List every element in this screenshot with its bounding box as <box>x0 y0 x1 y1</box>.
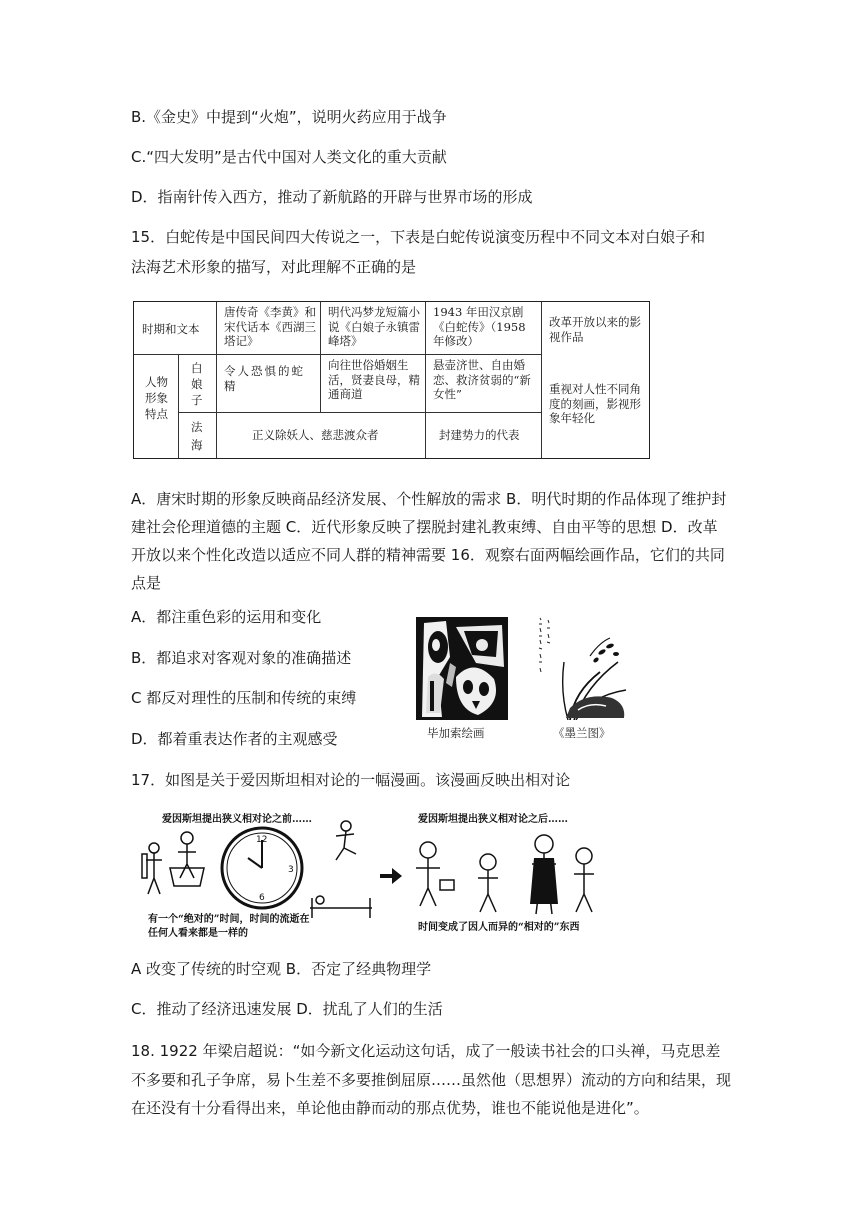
cartoon-left-caption-1: 有一个“绝对的”时间，时间的流逝在 <box>148 914 310 925</box>
q17-options-cd: C．推动了经济迅速发展 D．扰乱了人们的生活 <box>131 1000 443 1018</box>
table-row-fahai-label: 法海 <box>191 420 203 452</box>
table-cell-fahai-ancient: 正义除妖人、慈悲渡众者 <box>252 428 379 442</box>
cartoon-left-caption-2: 任何人看来都是一样的 <box>148 928 248 939</box>
q14-option-b: B.《金史》中提到“火炮”，说明火药应用于战争 <box>131 108 447 126</box>
baishe-comparison-table <box>133 301 650 459</box>
q14-option-c: C.“四大发明”是古代中国对人类文化的重大贡献 <box>131 148 447 166</box>
q17-options-ab: A 改变了传统的时空观 B．否定了经典物理学 <box>131 960 432 978</box>
table-row-bainiangzi-label: 白娘子 <box>191 361 203 407</box>
q15-stem-line1: 15．白蛇传是中国民间四大传说之一，下表是白蛇传说演变历程中不同文本对白娘子和 <box>131 228 706 246</box>
table-cell-reform-merged: 重视对人性不同角度的刻画，影视形象年轻化 <box>549 382 641 425</box>
table-cell-bainiangzi-tang: 令人恐惧的蛇精 <box>224 364 305 393</box>
q15-stem-line2: 法海艺术形象的描写，对此理解不正确的是 <box>131 258 417 276</box>
svg-text:3: 3 <box>288 865 294 875</box>
table-header-tang-song: 唐传奇《李黄》和宋代话本《西湖三塔记》 <box>224 305 316 348</box>
table-header-ming: 明代冯梦龙短篇小说《白娘子永镇雷峰塔》 <box>328 305 420 348</box>
table-cell-bainiangzi-ming: 向往世俗婚姻生活，贤妻良母，精通商道 <box>328 358 420 401</box>
q14-option-d: D．指南针传入西方，推动了新航路的开辟与世界市场的形成 <box>131 188 533 206</box>
cartoon-right-title: 爱因斯坦提出狭义相对论之后…… <box>418 814 568 825</box>
q15-options-paragraph: A．唐宋时期的形象反映商品经济发展、个性解放的需求 B．明代时期的作品体现了维护封建社会伦理道德的主题 C．近代形象反映了摆脱封建礼教束缚、自由平等的思想 D．改革开放以来个性化改造以适应不同人群的精神需要 16．观察右面两幅绘画作品，它们的共同点是 <box>131 490 727 592</box>
q16-option-d: D．都着重表达作者的主观感受 <box>131 730 338 748</box>
svg-text:12: 12 <box>256 835 268 845</box>
table-header-period: 时期和文本 <box>142 322 200 336</box>
q17-stem: 17．如图是关于爱因斯坦相对论的一幅漫画。该漫画反映出相对论 <box>131 771 571 789</box>
q16-option-b: B．都追求对客观对象的准确描述 <box>131 649 352 667</box>
picasso-painting-image <box>416 617 508 720</box>
picasso-caption: 毕加索绘画 <box>427 726 485 740</box>
q16-option-a: A．都注重色彩的运用和变化 <box>131 608 322 626</box>
table-row-group-label: 人物形象特点 <box>145 375 168 421</box>
orchid-painting-image <box>530 612 630 720</box>
cartoon-left-title: 爱因斯坦提出狭义相对论之前…… <box>162 814 312 825</box>
table-cell-bainiangzi-1943: 悬壶济世、自由婚恋、救济贫弱的“新女性” <box>433 358 531 401</box>
orchid-caption: 《墨兰图》 <box>553 726 611 740</box>
q16-option-c: C 都反对理性的压制和传统的束缚 <box>131 689 357 707</box>
q18-text: 18. 1922 年梁启超说：“如今新文化运动这句话，成了一般读书社会的口头禅，马克思差不多要和孔子争席，易卜生差不多要推倒屈原……虽然他（思想界）流动的方向和结果，现在还没有十分看得出来，单论他由静而动的那点优势，谁也不能说他是进化”。 <box>131 1042 732 1117</box>
table-cell-fahai-1943: 封建势力的代表 <box>439 428 520 442</box>
table-header-reform: 改革开放以来的影视作品 <box>549 315 641 344</box>
table-header-1943: 1943 年田汉京剧《白蛇传》（1958 年修改） <box>433 305 526 348</box>
cartoon-right-caption: 时间变成了因人而异的“相对的”东西 <box>418 922 580 933</box>
svg-text:6: 6 <box>259 893 265 903</box>
